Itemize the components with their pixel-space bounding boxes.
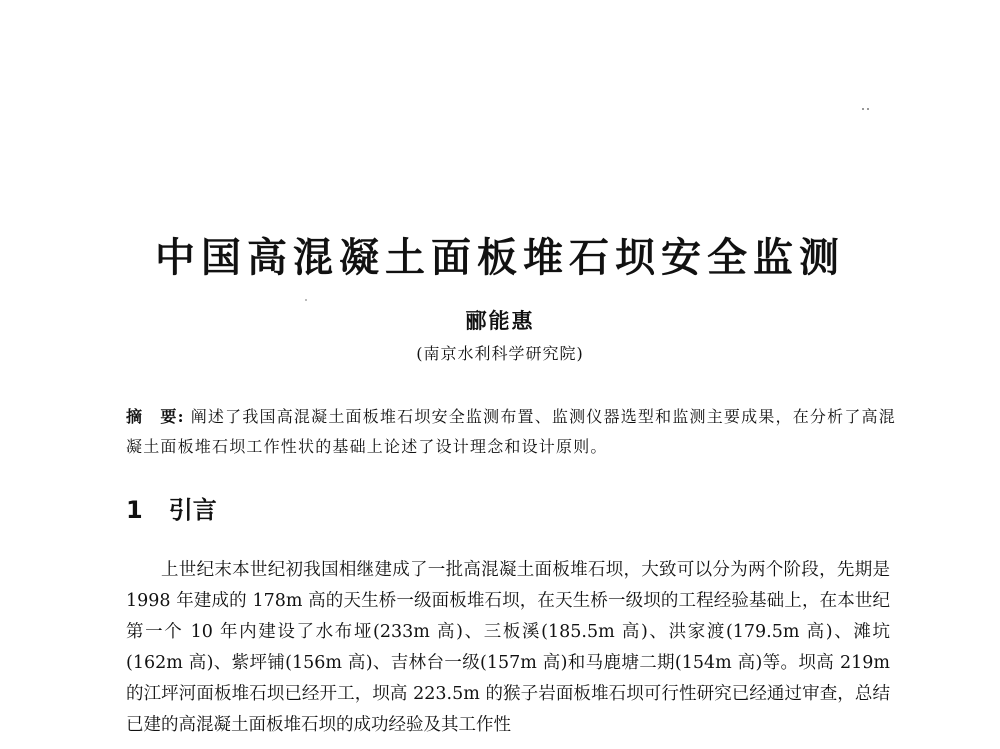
scan-artifact xyxy=(862,95,874,97)
body-paragraph: 上世纪末本世纪初我国相继建成了一批高混凝土面板堆石坝，大致可以分为两个阶段，先期是 1998 年建成的 178m 高的天生桥一级面板堆石坝，在天生桥一级坝的工程经验基础上，在本世纪第一个 10 年内建设了水布垭(233m 高)、三板溪(185.5m 高)、洪家渡(179.5m 高)、滩坑(162m 高)、紫坪铺(156m 高)、吉林台一级(157m 高)和马鹿塘二期(154m 高)等。坝高 219m 的江坪河面板堆石坝已经开工，坝高 223.5m 的猴子岩面板堆石坝可行性研究已经通过审查，总结已建的高混凝土面板堆石坝的成功经验及其工作性 xyxy=(126,560,890,735)
section-heading xyxy=(126,490,217,525)
section-number: 1 xyxy=(126,496,143,524)
section-title: 引言 xyxy=(168,496,217,524)
scan-speck xyxy=(305,299,307,301)
paper-title: 中国高混凝土面板堆石坝安全监测 xyxy=(155,235,845,281)
author-name: 郦能惠 xyxy=(465,308,535,333)
abstract-label: 摘 要: xyxy=(126,407,185,426)
author-affiliation: (南京水利科学研究院) xyxy=(416,344,584,363)
abstract-text: 阐述了我国高混凝土面板堆石坝安全监测布置、监测仪器选型和监测主要成果，在分析了高混凝土面板堆石坝工作性状的基础上论述了设计理念和设计原则。 xyxy=(126,407,896,456)
abstract xyxy=(126,402,896,462)
